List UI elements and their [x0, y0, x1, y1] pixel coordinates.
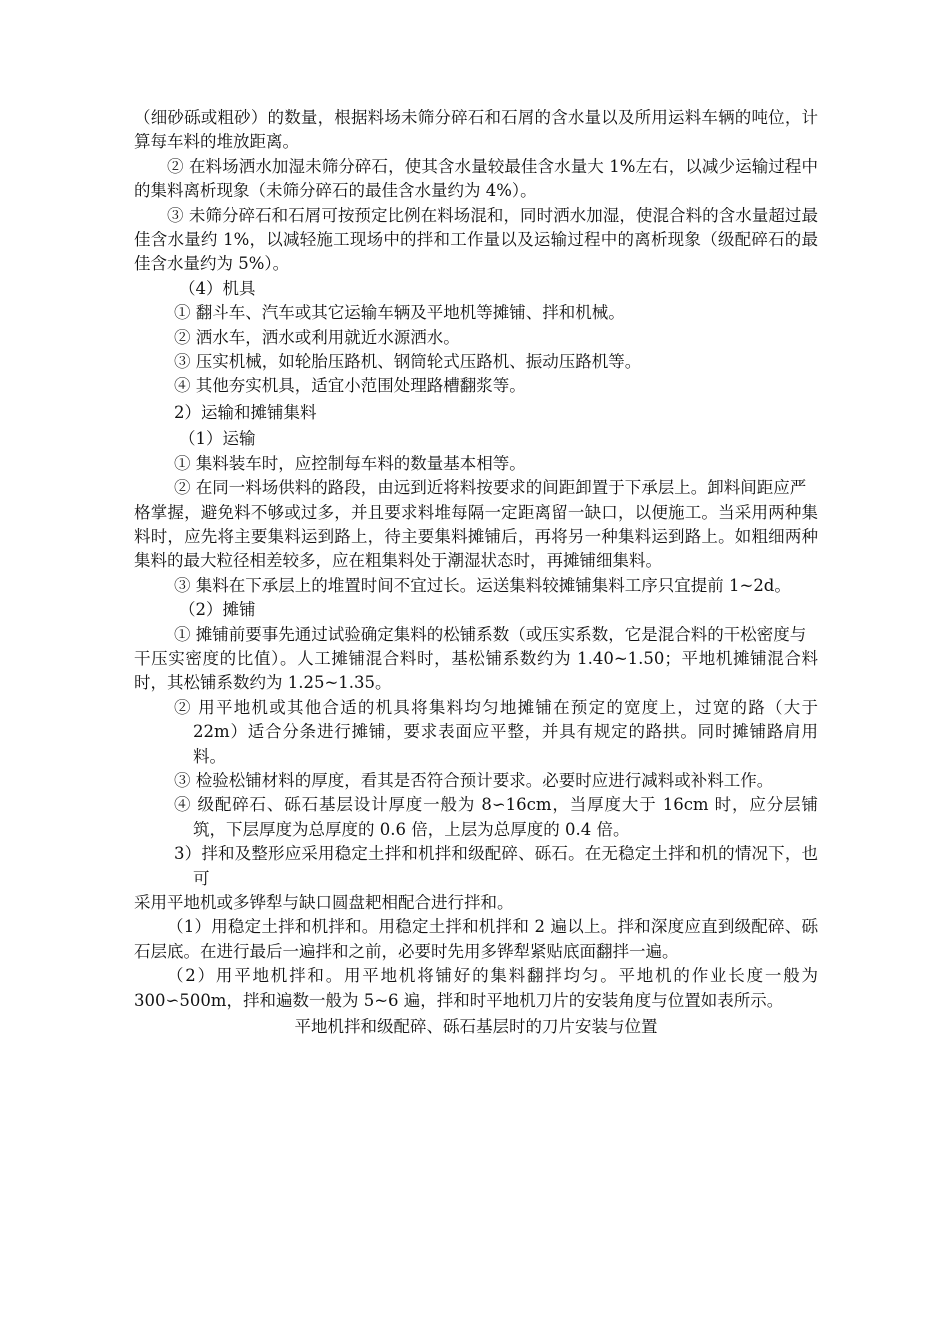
document-body	[134, 106, 818, 1039]
machinery-item-1: ① 翻斗车、汽车或其它运输车辆及平地机等摊铺、拌和机械。	[174, 303, 625, 323]
transport-item-1: ① 集料装车时，应控制每车料的数量基本相等。	[174, 453, 526, 473]
machinery-item-2: ② 洒水车，洒水或利用就近水源洒水。	[174, 327, 460, 347]
transport-item-2-continued: 格掌握，避免料不够或过多，并且要求料堆每隔一定距离留一缺口，以便施工。当采用两种集料时，应先将主要集料运到路上，待主要集料摊铺后，再将另一种集料运到路上。如粗细两种集料的最大粒径相差较多，应在粗集料处于潮湿状态时，再摊铺细集料。	[134, 502, 818, 571]
paragraph-item-2: ② 在料场洒水加湿未筛分碎石，使其含水量较最佳含水量大 1%左右，以减少运输过程中的集料离析现象（未筛分碎石的最佳含水量约为 4%）。	[134, 156, 818, 201]
mixing-item-1: （1）用稳定土拌和机拌和。用稳定土拌和机拌和 2 遍以上。拌和深度应直到级配碎、砾石层底。在进行最后一遍拌和之前，必要时先用多铧犁紧贴底面翻拌一遍。	[134, 917, 818, 961]
paragraph-item-3: ③ 未筛分碎石和石屑可按预定比例在料场混和，同时洒水加湿，使混合料的含水量超过最佳含水量约 1%，以减轻施工现场中的拌和工作量以及运输过程中的离析现象（级配碎石的最佳含水量约为 5%）。	[134, 205, 818, 274]
spreading-item-4: ④ 级配碎石、砾石基层设计厚度一般为 8∽16cm，当厚度大于 16cm 时，应分层铺筑，下层厚度为总厚度的 0.6 倍，上层为总厚度的 0.4 倍。	[174, 795, 818, 839]
mixing-item-2: （2）用平地机拌和。用平地机将铺好的集料翻拌均匀。平地机的作业长度一般为 300∽500m，拌和遍数一般为 5~6 遍，拌和时平地机刀片的安装角度与位置如表所示。	[134, 966, 818, 1010]
spreading-item-3: ③ 检验松铺材料的厚度，看其是否符合预计要求。必要时应进行减料或补料工作。	[174, 770, 774, 790]
machinery-item-3: ③ 压实机械，如轮胎压路机、钢筒轮式压路机、振动压路机等。	[174, 352, 642, 372]
spreading-item-1: ① 摊铺前要事先通过试验确定集料的松铺系数（或压实系数，它是混合料的干松密度与	[174, 624, 807, 644]
table-caption: 平地机拌和级配碎、砾石基层时的刀片安装与位置	[294, 1017, 658, 1037]
machinery-item-4: ④ 其他夯实机具，适宜小范围处理路槽翻浆等。	[174, 376, 526, 396]
transport-item-2: ② 在同一料场供料的路段，由远到近将料按要求的间距卸置于下承层上。卸料间距应严	[174, 478, 807, 498]
heading-transport: （1）运输	[179, 429, 256, 449]
heading-transport-spread: 2）运输和摊铺集料	[174, 402, 317, 422]
heading-mixing: 3）拌和及整形应采用稳定土拌和机拌和级配碎、砾石。在无稳定土拌和机的情况下，也可	[174, 844, 818, 888]
transport-item-3: ③ 集料在下承层上的堆置时间不宜过长。运送集料较摊铺集料工序只宜提前 1~2d。	[174, 575, 791, 595]
spreading-item-1-continued: 干压实密度的比值）。人工摊铺混合料时，基松铺系数约为 1.40~1.50；平地机摊铺混合料时，其松铺系数约为 1.25~1.35。	[134, 648, 818, 693]
heading-machinery: （4）机具	[179, 278, 256, 298]
mixing-continued: 采用平地机或多铧犁与缺口圆盘耙相配合进行拌和。	[134, 893, 514, 912]
spreading-item-2: ② 用平地机或其他合适的机具将集料均匀地摊铺在预定的宽度上，过宽的路（大于 22m）适合分条进行摊铺，要求表面应平整，并具有规定的路拱。同时摊铺路肩用料。	[174, 697, 818, 766]
paragraph-continuation: （细砂砾或粗砂）的数量，根据料场未筛分碎石和石屑的含水量以及所用运料车辆的吨位，计算每车料的堆放距离。	[134, 108, 818, 152]
heading-spreading: （2）摊铺	[179, 600, 256, 620]
